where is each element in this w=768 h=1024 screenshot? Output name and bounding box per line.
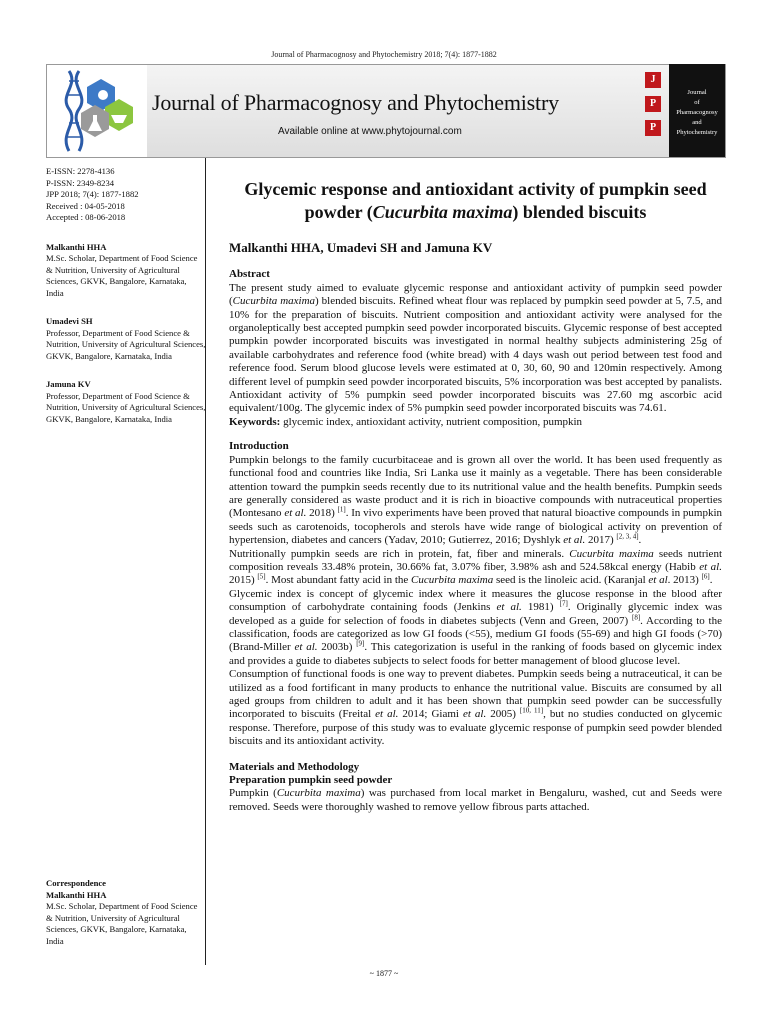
author-affil: Professor, Department of Food Science & Nutrition, University of Agricultural Sciences, GKVK, Bangalore, Karnataka, India xyxy=(46,390,206,424)
intro-paragraph: Nutritionally pumpkin seeds are rich in protein, fat, fiber and minerals. Cucurbita maxima seeds nutrient composition reveals 33.48% protein, 30.66% fat, 3.07% fiber, 3.98% ash and 524.58kcal energy (Habib et al. 2015) [5]. Most abundant fatty acid in the Cucurbita maxima seed is the linoleic acid. (Karanjal et al. 2013) [6]. xyxy=(229,547,722,587)
paper-title: Glycemic response and antioxidant activity of pumpkin seed powder (Cucurbita maxima) blended biscuits xyxy=(244,179,707,222)
accepted-date: Accepted : 08-06-2018 xyxy=(46,212,126,222)
methods-paragraph: Pumpkin (Cucurbita maxima) was purchased from local market in Bengaluru, washed, cut and Seeds were removed. Seeds were thoroughly washed to remove yellow fibrous parts attached. xyxy=(229,787,722,813)
journal-logo xyxy=(47,65,148,157)
available-online-text: Available online at www.phytojournal.com xyxy=(278,126,462,137)
author-name: Malkanthi HHA xyxy=(46,241,107,252)
jpp-letter: P xyxy=(645,96,661,112)
sidebar xyxy=(46,166,206,425)
author-list: Malkanthi HHA, Umadevi SH and Jamuna KV xyxy=(229,240,493,255)
subsection-heading: Preparation pumpkin seed powder xyxy=(229,774,393,787)
article-body xyxy=(229,178,722,814)
page-number: ~ 1877 ~ xyxy=(369,969,399,978)
pissn: P-ISSN: 2349-8234 xyxy=(46,177,115,188)
journal-name-panel xyxy=(669,64,725,157)
jpp-badge xyxy=(640,64,668,156)
jpp-letter: P xyxy=(645,120,661,136)
author-affiliation xyxy=(46,316,206,362)
correspondence-affil: M.Sc. Scholar, Department of Food Science & Nutrition, University of Agricultural Sciences, GKVK, Bangalore, Karnataka, India xyxy=(46,901,198,946)
author-affil: M.Sc. Scholar, Department of Food Science & Nutrition, University of Agricultural Sciences, GKVK, Bangalore, Karnataka, India xyxy=(46,253,198,298)
panel-line: Pharmacognosy xyxy=(676,109,718,116)
jpp-letter: J xyxy=(645,72,661,88)
author-name: Umadevi SH xyxy=(46,316,93,326)
citation: JPP 2018; 7(4): 1877-1882 xyxy=(46,189,139,199)
author-affiliation xyxy=(46,242,206,300)
panel-line: Phytochemistry xyxy=(676,129,718,136)
article-meta xyxy=(46,166,206,224)
correspondence-block xyxy=(46,878,206,947)
author-affil: Professor, Department of Food Science & Nutrition, University of Agricultural Sciences, GKVK, Bangalore, Karnataka, India xyxy=(46,327,206,361)
introduction-heading: Introduction xyxy=(229,440,289,453)
keywords: Keywords: glycemic index, antioxidant activity, nutrient composition, pumpkin xyxy=(229,415,583,428)
intro-paragraph: Consumption of functional foods is one way to prevent diabetes. Pumpkin seeds being a nutraceutical, it can be utilized as a food fortificant in many products to enhance the nutritional value. Biscuits are consumed by all aged groups from children to adult and it has been shown that pumpkin seed powder can be successfully incorporated to biscuits (Freital et al. 2014; Giami et al. 2005) [10, 11], but no studies conducted on glycemic response. Therefore, purpose of this study was to evaluate glycemic response of pumpkin seed powder blended biscuits and its antioxidant activity. xyxy=(229,668,722,748)
author-name: Jamuna KV xyxy=(46,379,91,389)
abstract-heading: Abstract xyxy=(229,268,270,281)
column-divider xyxy=(205,158,206,965)
journal-title: Journal of Pharmacognosy and Phytochemistry xyxy=(152,90,559,115)
received-date: Received : 04-05-2018 xyxy=(46,200,125,211)
panel-line: Journal xyxy=(687,89,707,96)
panel-line: and xyxy=(692,119,702,126)
running-header: Journal of Pharmacognosy and Phytochemistry 2018; 7(4): 1877-1882 xyxy=(271,50,497,59)
abstract-text: The present study aimed to evaluate glycemic response and antioxidant activity of pumpkin seed powder (Cucurbita maxima) blended biscuits. Refined wheat flour was replaced by pumpkin seed powder at 5, 7.5, and 10% for the preparation of biscuits. Nutrient composition and antioxidant activity were analysed for the organoleptically best accepted pumpkin seed powder incorporated biscuits. Glycemic response of best accepted pumpkin powder incorporated biscuits was investigated in normal healthy subjects administering 25g of available carbohydrates and reference food (white bread) with 4 days wash out period between test food and reference food. Serum blood glucose levels were estimated at 0, 30, 60, 90 and 120min respectively. Among different level of pumpkin seed powder incorporated biscuits, 5% incorporation was best accepted by panalists. Antioxidant activity of 5% pumpkin seed powder incorporated biscuits was 27.60 mg ascorbic acid equivalent/100g. The glycemic index of 5% pumpkin seed powder incorporated biscuits was 74.61. xyxy=(229,281,722,415)
correspondence-name: Malkanthi HHA xyxy=(46,889,107,900)
correspondence-label: Correspondence xyxy=(46,878,106,888)
panel-line: of xyxy=(694,99,700,106)
eissn: E-ISSN: 2278-4136 xyxy=(46,166,115,176)
methods-heading: Materials and Methodology xyxy=(229,760,360,773)
author-affiliation xyxy=(46,379,206,425)
intro-paragraph: Glycemic index is concept of glycemic index where it measures the glucose response in the blood after consumption of carbohydrate containing foods (Jenkins et al. 1981) [7]. Originally glycemic index was developed as a guide for selection of foods in diabetes subjects (Venn and Green, 2007) [8]. According to the classification, foods are categorized as low GI foods (<55), medium GI foods (55-69) and high GI foods (>70) (Brand-Miller et al. 2003b) [9]. This categorization is useful in the ranking of foods based on glycemic index and provides a guide to diabetes subjects to select foods for better management of blood glucose level. xyxy=(229,587,722,667)
intro-paragraph: Pumpkin belongs to the family cucurbitaceae and is grown all over the world. It has been used frequently as functional food and countries like India, Sri Lanka use it mainly as a vegetable. There has been considerable attention toward the pumpkin seeds recently due to its nutritional value and the health benefits. Pumpkin seeds are generally considered as waste product and it is rich in bioactive compounds with nutraceutical properties (Montesano et al. 2018) [1]. In vivo experiments have been proved that natural bioactive compounds in pumpkin seeds such as carotenoids, tocopherols and sterols have wide range of biological activity on prevention of hypertension, diabetes and cancers (Yadav, 2010; Gutierrez, 2016; Dyshlyk et al. 2017) [2, 3, 4]. xyxy=(229,453,722,547)
